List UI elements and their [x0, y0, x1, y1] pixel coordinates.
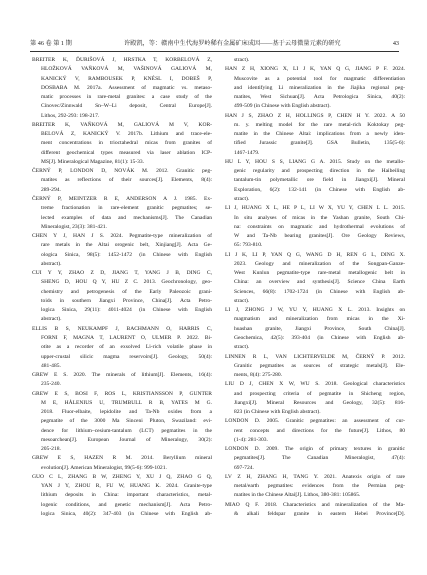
references-column-left: [32, 56, 212, 519]
reference-line: Sciences, 66(8): 1702-1724 (in Chinese with English ab-: [234, 288, 405, 295]
reference-line: 2018. Fluor-elbaite, lepidolite and Ta-Nb oxides from a: [41, 409, 212, 416]
reference-line: abstract).: [41, 316, 62, 323]
reference-line: 1467-1479.: [234, 149, 260, 156]
reference-line: dence for lithium–cesium-tantalum (LCT) pegmatites in the: [41, 427, 212, 434]
reference-line: 289-294.: [41, 186, 61, 193]
reference-line: ment concentrations in trioctahedral micas from granites of: [41, 140, 212, 147]
reference-line: In situ analyses of micas in the Yashan granite, South Chi-: [234, 214, 405, 221]
reference-line: and identifying Li mineralization in the Jiajika regional peg-: [234, 84, 405, 91]
page-number: 43: [392, 40, 399, 47]
reference-line: logica Sinica, 29(11): 4011-4024 (in Chinese with English: [41, 307, 212, 314]
reference-line: GUO C L, ZHANG B W, ZHENG Y, XU J Q, ZHAO G Q,: [32, 473, 212, 480]
reference-line: GREW E S, BOSI F, ROS L, KRISTIANSSON P, GUNTER: [32, 390, 212, 397]
reference-line: upper-crustal silicic magma reservoirs[J]. Geology, 50(4):: [41, 353, 212, 360]
volume-issue: 第 46 卷 第 1 期: [30, 40, 72, 47]
reference-line: FORNI F, MAGNA T, LAURENT O, ULMER P. 2022. Bi-: [41, 334, 212, 341]
reference-line: and prospecting criteria of pegmatite in Shicheng region,: [234, 390, 405, 397]
reference-line: 65: 793-810.: [234, 242, 263, 249]
reference-line: & alkali feldspar granite in eastern Hebei Province[D].: [234, 511, 405, 518]
references-column-right: [225, 56, 405, 519]
reference-line: Cínovec/Zinnwald Sn–W–Li deposit, Central Europe[J].: [41, 103, 212, 110]
reference-line: stract).: [234, 297, 250, 304]
reference-line: matites as reflections of their sources[J]. Elements, 8(4):: [41, 177, 212, 184]
reference-line: matites in the Chinese Altai[J]. Lithos, 380-381: 105865.: [234, 492, 361, 499]
reference-line: pegmatites[J]. The Canadian Mineralogist, 47(4):: [234, 455, 405, 462]
reference-line: MIAO Q F. 2018. Characteristics and mineralization of the Ma-: [225, 501, 405, 508]
reference-line: 2023. Geology and mineralization of the Songpan-Ganze-: [234, 260, 405, 267]
header-rule: [30, 51, 399, 52]
reference-line: stract).: [234, 344, 250, 351]
reference-line: 235-240.: [41, 381, 61, 388]
reference-line: HU L Y, HOU S S, LIANG G A. 2015. Study on the metallo-: [225, 158, 405, 165]
reference-line: GREW E S, HAZEN R M. 2014. Beryllium mineral: [32, 455, 212, 462]
reference-line: toids in southern Jiangxi Province, China[J]. Acta Petro-: [41, 297, 212, 304]
reference-line: huashan granite, Jiangxi Province, South China[J].: [234, 325, 405, 332]
running-head: [30, 38, 399, 49]
reference-line: otite as a recorder of an exsolved Li-rich volatile phase in: [41, 344, 212, 351]
reference-line: logenic conditions, and genetic mechanism[J]. Acta Petro-: [41, 501, 212, 508]
reference-line: matites, West Sichuan[J]. Acta Petrologica Sinica, 40(2):: [234, 94, 405, 101]
reference-line: lithium deposits in China: important characteristics, metal-: [41, 492, 212, 499]
article-running-title: 许殿凯，等：赣南中生代海罗岭稀有金属矿床成因——基于云母微量元素的研究: [124, 40, 341, 47]
reference-line: SHENG D, HOU Q Y, HU Z C. 2013. Geochronology, geo-: [41, 279, 212, 286]
reference-line: HAN J S, ZHAO Z H, HOLLINGS P, CHEN H Y. 2022. A 50: [225, 112, 405, 119]
reference-line: mesoarchean[J]. European Journal of Mineralogy, 30(2):: [41, 436, 212, 443]
reference-line: na: constraints on magmatic and hydrothermal evolutions of: [234, 223, 405, 230]
reference-line: M E, HÅLENIUS U, TRUMBULL R B, YATES M G.: [41, 399, 212, 406]
reference-line: evolution[J]. American Mineralogist, 99(5-6): 999-1021.: [41, 464, 167, 471]
reference-line: matite in the Chinese Altai: implications from a newly iden-: [234, 131, 405, 138]
reference-line: Mineralogist, 23(3): 381-421.: [41, 223, 107, 230]
reference-line: 823 (in Chinese with English abstract).: [234, 409, 321, 416]
reference-line: tantalum-tin polymetallic ore field in Jiangxi[J]. Mineral: [234, 177, 405, 184]
reference-line: rare metals in the Altai orogenic belt, Xinjiang[J]. Acta Ge-: [41, 242, 212, 249]
reference-line: pegmatite of the 3000 Ma Sinceni Pluton, Swaziland: evi-: [41, 418, 212, 425]
reference-line: LIU D J, CHEN X W, WU S. 2018. Geological characteristics: [225, 381, 405, 388]
reference-line: 499-509 (in Chinese with English abstract).: [234, 103, 331, 110]
reference-line: lected examples of data and mechanisms[J]. The Canadian: [41, 214, 212, 221]
reference-line: West Kunlun pegmatite-type rare-metal metallogenic belt in: [234, 270, 405, 277]
reference-line: rent concepts and directions for the future[J]. Lithos, 80: [234, 427, 405, 434]
reference-line: 697-724.: [234, 464, 254, 471]
reference-line: GREW E S. 2020. The minerals of lithium[J]. Elements, 16(4):: [32, 372, 212, 379]
reference-line: ČERNÝ P, MEINTZER R E, ANDERSON A J. 1985. Ex-: [32, 195, 212, 202]
reference-line: abstract).: [41, 260, 62, 267]
reference-line: ologica Sinica, 98(5): 1452-1472 (in Chinese with English: [41, 251, 212, 258]
reference-line: Lithos, 292-293: 198-217.: [41, 112, 100, 119]
reference-line: treme fractionation in rare-element granitic pegmatites; se-: [41, 205, 212, 212]
reference-line: BREITER K, ĎURIŠOVÁ J, HRSTKA T, KORBELOVÁ Z,: [32, 57, 212, 63]
reference-line: ELLIS B S, NEUKAMPF J, BACHMANN O, HARRIS C,: [32, 325, 212, 332]
reference-line: CHEN Y J, HAN J S. 2024. Pegmatite-type mineralization of: [32, 233, 212, 240]
reference-line: LONDON D. 2009. The origin of primary textures in granitic: [225, 446, 405, 453]
reference-line: Exploration, 6(2): 132-141 (in Chinese with English ab-: [234, 186, 405, 193]
reference-line: LI J, ZHONG J W, YU Y, HUANG X L. 2013. Insights on: [225, 307, 405, 314]
reference-line: ČERNÝ P, LONDON D, NOVÁK M. 2012. Granitic peg-: [32, 168, 212, 175]
reference-line: DOSBABA M. 2017a. Assessment of magmatic vs. metaso-: [41, 84, 212, 91]
reference-line: tified Jurassic granite[J]. GSA Bulletin, 135(5-6):: [234, 140, 405, 147]
reference-line: m. y. melting model for the rare metal-rich Koktokay peg-: [234, 121, 405, 128]
reference-line: W and Ta-Nb bearing granites[J]. Ore Geology Reviews,: [234, 233, 405, 240]
reference-line: 481-485.: [41, 362, 61, 369]
reference-line: China: an overview and synthesis[J]. Science China Earth: [234, 279, 405, 286]
reference-line: stract).: [234, 195, 250, 202]
reference-line: logica Sinica, 40(2): 347-403 (in Chinese with English ab-: [41, 511, 212, 518]
reference-line: ments, 8(4): 275-280.: [234, 372, 283, 379]
reference-line: CUI Y Y, ZHAO Z D, JIANG T, YANG J B, DING C,: [32, 270, 212, 277]
reference-line: LONDON D. 2005. Granitic pegmatites: an assessment of cur-: [225, 418, 405, 425]
reference-line: genic regularity and prospecting direction in the Haibeiling: [234, 168, 405, 175]
reference-line: different geochemical types measured via laser ablation ICP-: [41, 149, 212, 156]
reference-line: metal/earth pegmatites: evidences from the Permian peg-: [234, 483, 405, 490]
reference-line: matic processes in rare-metal granites: a case study of the: [41, 94, 212, 101]
reference-line: YAN J Y, ZHOU R, FU W, HUANG K. 2024. Granite-type: [41, 483, 212, 490]
reference-line: chemistry and petrogenesis of the Early Paleozoic grani-: [41, 288, 212, 295]
reference-line: Geochemica, 42(5): 393-404 (in Chinese with English ab-: [234, 334, 405, 341]
reference-line: HLOŽKOVÁ VAŇKOVÁ M, VAŠINOVÁ GALIOVÁ M,: [41, 66, 212, 73]
reference-line: HAN Z H, XIONG X, LI J K, YAN Q G, JIANG P F. 2024.: [225, 66, 405, 73]
reference-line: KANICKÝ V, RAMBOUSEK P, KNÉSL I, DOBEŠ P,: [41, 75, 212, 82]
reference-line: LI J, HUANG X L, HE P L, LI W X, YU Y, CHEN L L. 2015.: [225, 205, 405, 212]
reference-line: Muscovite as a potential tool for magmatic differentiation: [234, 75, 405, 82]
reference-line: LV Z H, ZHANG H, TANG Y. 2021. Anatexis origin of rare: [225, 473, 405, 480]
reference-line: BELOVÁ Z, KANICKÝ V. 2017b. Lithium and trace-ele-: [41, 131, 212, 138]
reference-line: LINNEN R L, VAN LICHTERVELDE M, ČERNÝ P. 2012.: [225, 353, 405, 360]
reference-line: BREITER K, VAŇKOVÁ M, GALIOVÁ M V, KOR-: [32, 121, 212, 128]
reference-line: (1-4): 281-303.: [234, 436, 268, 443]
reference-line: magmatism and mineralization from micas in the Xi-: [234, 316, 405, 323]
reference-line: Jiangxi[J]. Mineral Resources and Geology, 32(5): 816-: [234, 399, 405, 406]
reference-line: MS[J]. Mineralogical Magazine, 81(1): 15-33.: [41, 158, 145, 165]
reference-line: Granitic pegmatites as sources of strategic metals[J]. Ele-: [234, 362, 405, 369]
reference-line: stract).: [234, 57, 250, 63]
reference-line: 205-218.: [41, 446, 61, 453]
reference-line: LI J K, LI P, YAN Q G, WANG D H, REN G L, DING X.: [225, 251, 405, 258]
